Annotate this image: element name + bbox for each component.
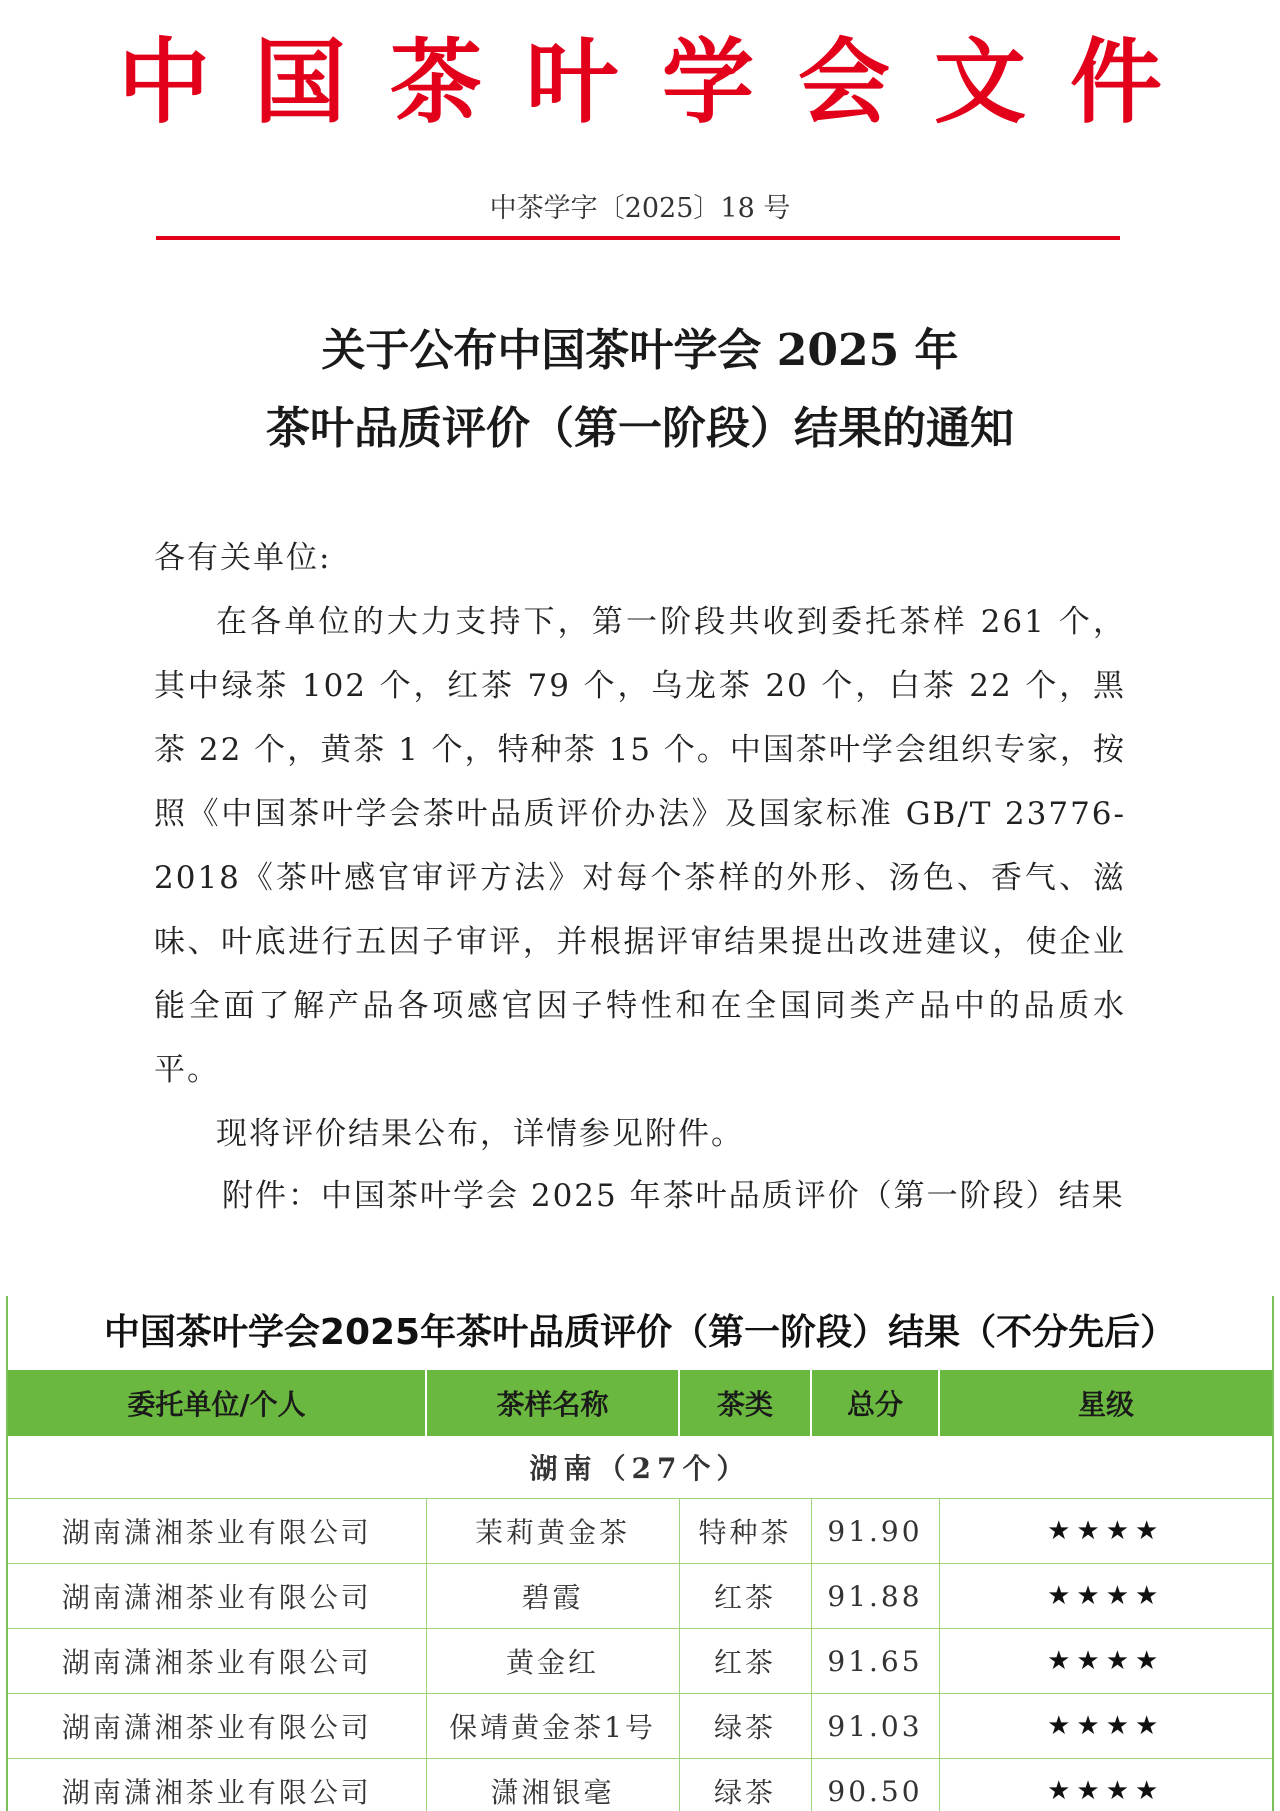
notice-body [154, 526, 1126, 1166]
cell-sample-name: 茉莉黄金茶 [426, 1499, 679, 1564]
cell-score: 91.90 [811, 1499, 939, 1564]
cell-tea-type: 红茶 [679, 1564, 811, 1629]
table-header-row [8, 1370, 1272, 1436]
table-row [8, 1499, 1272, 1564]
cell-stars: ★★★★ [939, 1759, 1272, 1811]
cell-score: 91.03 [811, 1694, 939, 1759]
cell-tea-type: 绿茶 [679, 1759, 811, 1811]
cell-sample-name: 保靖黄金茶1号 [426, 1694, 679, 1759]
attachment-line: 附件：中国茶叶学会 2025 年茶叶品质评价（第一阶段）结果 [222, 1178, 1125, 1214]
cell-score: 90.50 [811, 1759, 939, 1811]
table-row [8, 1564, 1272, 1629]
red-divider [156, 236, 1120, 240]
cell-stars: ★★★★ [939, 1564, 1272, 1629]
cell-score: 91.65 [811, 1629, 939, 1694]
results-table [8, 1370, 1272, 1811]
header-stars: 星级 [939, 1370, 1272, 1436]
cell-stars: ★★★★ [939, 1629, 1272, 1694]
cell-score: 91.88 [811, 1564, 939, 1629]
cell-sample-name: 潇湘银毫 [426, 1759, 679, 1811]
header-sample-name: 茶样名称 [426, 1370, 679, 1436]
cell-tea-type: 特种茶 [679, 1499, 811, 1564]
table-row [8, 1759, 1272, 1811]
table-title: 中国茶叶学会2025年茶叶品质评价（第一阶段）结果（不分先后） [8, 1296, 1272, 1370]
paragraph-2: 现将评价结果公布，详情参见附件。 [216, 1116, 744, 1152]
cell-sample-name: 碧霞 [426, 1564, 679, 1629]
cell-stars: ★★★★ [939, 1499, 1272, 1564]
masthead: 中国茶叶学会文件 [117, 29, 1206, 136]
region-label: 湖南（27个） [8, 1436, 1272, 1499]
cell-tea-type: 红茶 [679, 1629, 811, 1694]
header-tea-type: 茶类 [679, 1370, 811, 1436]
cell-stars: ★★★★ [939, 1694, 1272, 1759]
salutation: 各有关单位: [154, 540, 332, 576]
results-table-container [6, 1296, 1274, 1811]
cell-tea-type: 绿茶 [679, 1694, 811, 1759]
cell-unit: 湖南潇湘茶业有限公司 [8, 1499, 426, 1564]
title-line-1: 关于公布中国茶叶学会 2025 年 [321, 325, 959, 376]
table-row [8, 1694, 1272, 1759]
cell-unit: 湖南潇湘茶业有限公司 [8, 1759, 426, 1811]
cell-sample-name: 黄金红 [426, 1629, 679, 1694]
cell-unit: 湖南潇湘茶业有限公司 [8, 1629, 426, 1694]
region-row [8, 1436, 1272, 1499]
paragraph-1: 在各单位的大力支持下，第一阶段共收到委托茶样 261 个，其中绿茶 102 个，红茶 79 个，乌龙茶 20 个，白茶 22 个，黑茶 22 个，黄茶 1 个，特种茶 15 个。中国茶叶学会组织专家，按照《中国茶叶学会茶叶品质评价办法》及国家标准 GB/T 23776-2018《茶叶感官审评方法》对每个茶样的外形、汤色、香气、滋味、叶底进行五因子审评，并根据评审结果提出改进建议，使企业能全面了解产品各项感官因子特性和在全国同类产品中的品质水平。 [154, 604, 1126, 1088]
title-line-2: 茶叶品质评价（第一阶段）结果的通知 [266, 403, 1014, 454]
document-number: 中茶学字〔2025〕18 号 [489, 193, 791, 224]
notice-title [0, 312, 1280, 468]
cell-unit: 湖南潇湘茶业有限公司 [8, 1564, 426, 1629]
header-unit: 委托单位/个人 [8, 1370, 426, 1436]
table-row [8, 1629, 1272, 1694]
cell-unit: 湖南潇湘茶业有限公司 [8, 1694, 426, 1759]
header-score: 总分 [811, 1370, 939, 1436]
